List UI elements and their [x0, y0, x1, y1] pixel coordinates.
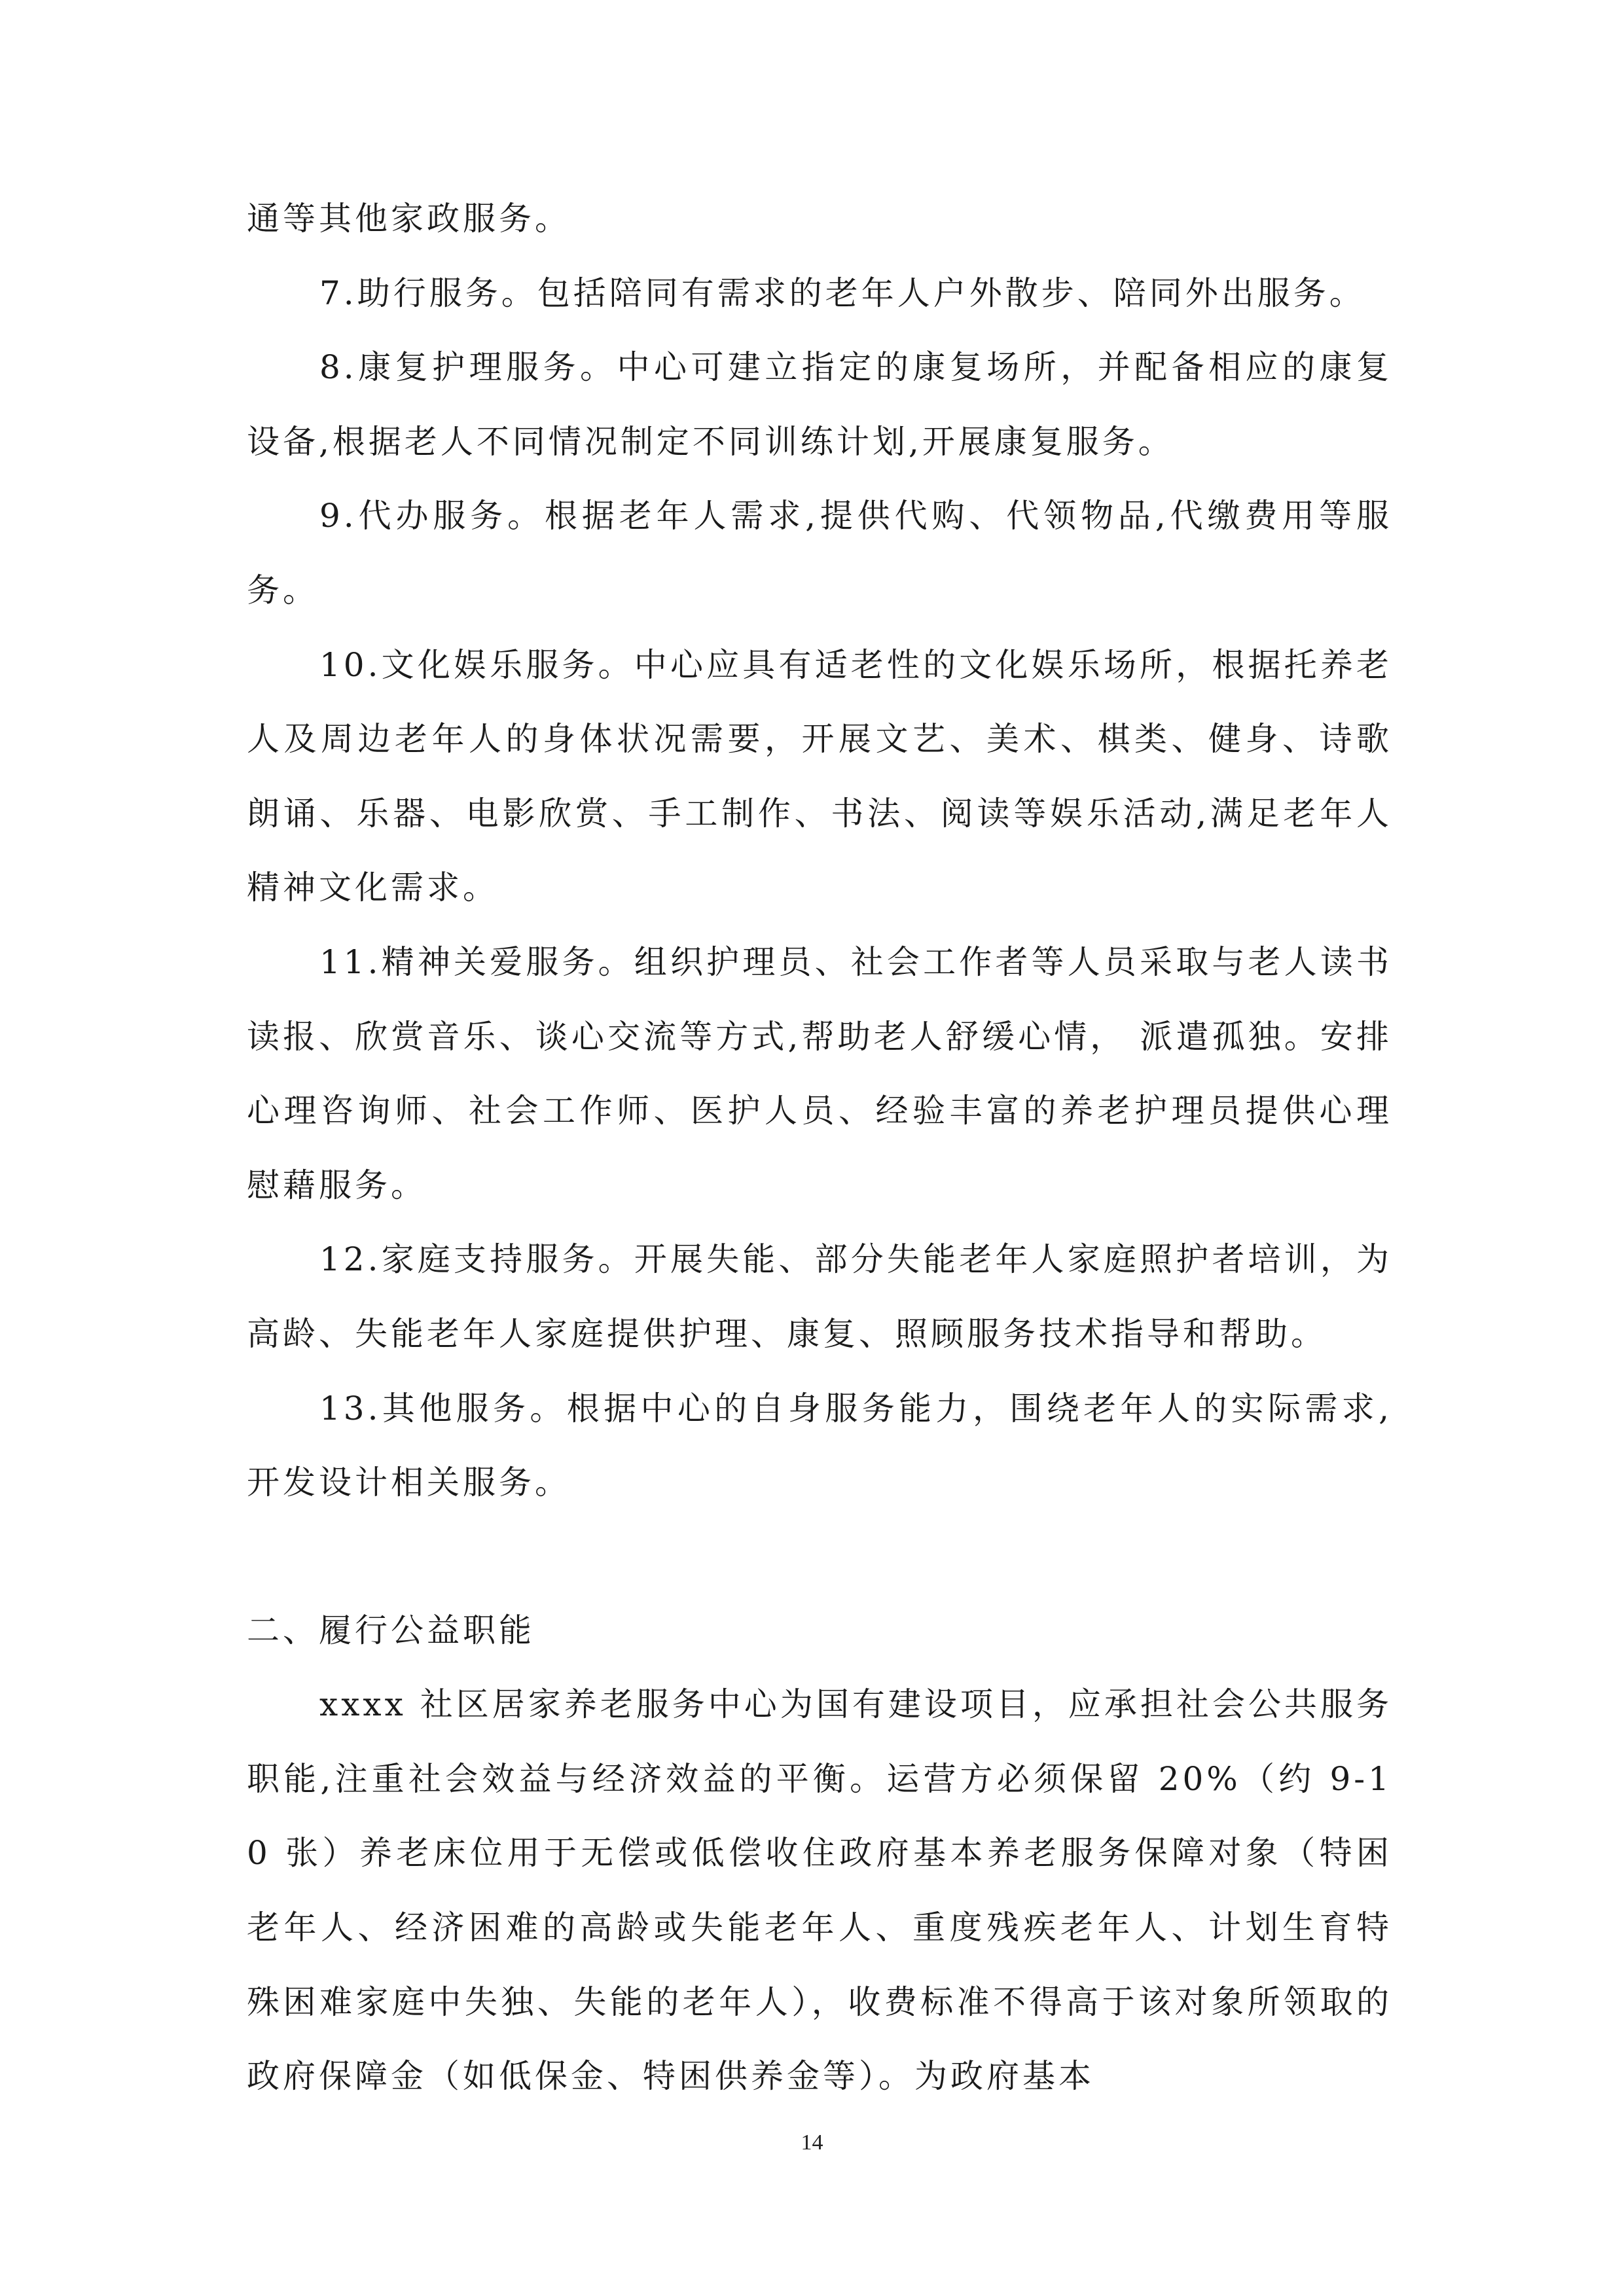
document-body	[247, 182, 1392, 2114]
paragraph-item-11-spiritual-care: 11.精神关爱服务。组织护理员、社会工作者等人员采取与老人读书读报、欣赏音乐、谈心交流等方式,帮助老人舒缓心情， 派遣孤独。安排心理咨询师、社会工作师、医护人员、经验丰富的养老护理员提供心理慰藉服务。	[247, 942, 1392, 1204]
paragraph-continuation: 通等其他家政服务。	[247, 200, 571, 238]
section-heading: 二、履行公益职能	[247, 1611, 535, 1649]
paragraph-item-13-other-services: 13.其他服务。根据中心的自身服务能力，围绕老年人的实际需求,开发设计相关服务。	[247, 1389, 1392, 1502]
paragraph-public-welfare: xxxx 社区居家养老服务中心为国有建设项目，应承担社会公共服务职能,注重社会效益与经济效益的平衡。运营方必须保留 20%（约 9-10 张）养老床位用于无偿或低偿收住政府基本养老服务保障对象（特困老年人、经济困难的高龄或失能老年人、重度残疾老年人、计划生育特殊困难家庭中失独、失能的老年人），收费标准不得高于该对象所领取的政府保障金（如低保金、特困供养金等）。为政府基本	[247, 1685, 1392, 2096]
page-number: 14	[801, 2130, 823, 2155]
paragraph-item-12-family-support: 12.家庭支持服务。开展失能、部分失能老年人家庭照护者培训，为高龄、失能老年人家庭提供护理、康复、照顾服务技术指导和帮助。	[247, 1240, 1392, 1353]
paragraph-item-7-walking-assistance: 7.助行服务。包括陪同有需求的老年人户外散步、陪同外出服务。	[319, 274, 1365, 312]
paragraph-item-8-rehabilitation-care: 8.康复护理服务。中心可建立指定的康复场所，并配备相应的康复设备,根据老人不同情况制定不同训练计划,开展康复服务。	[247, 348, 1392, 461]
paragraph-item-10-cultural-entertainment: 10.文化娱乐服务。中心应具有适老性的文化娱乐场所，根据托养老人及周边老年人的身体状况需要，开展文艺、美术、棋类、健身、诗歌朗诵、乐器、电影欣赏、手工制作、书法、阅读等娱乐活动,满足老年人精神文化需求。	[247, 645, 1392, 907]
paragraph-item-9-errand-service: 9.代办服务。根据老年人需求,提供代购、代领物品,代缴费用等服务。	[247, 497, 1392, 609]
